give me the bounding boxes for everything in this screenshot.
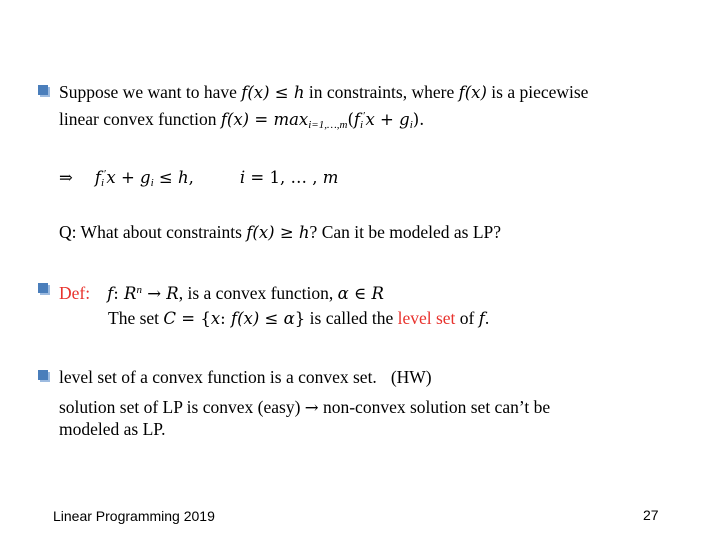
bullet1-line2: linear convex function $f(x) = \max_{i=1,\dots,m}(f_i'x + g_i)$. [59, 109, 425, 131]
footer-title: Linear Programming 2019 [53, 508, 215, 524]
definition-line1: Def: f: $R^n \to R$, is a convex function, α ∈ R [59, 283, 384, 303]
page-number: 27 [643, 507, 659, 523]
bullet-icon [38, 85, 48, 95]
bullet-icon [38, 283, 48, 293]
implication-line: ⇒ $f_i'x + g_i \le h$, i = 1, … , m [59, 168, 339, 189]
bullet3-line1: level set of a convex function is a convex set. (HW) [59, 367, 432, 387]
implies-icon: ⇒ [59, 168, 73, 187]
bullet1-line1: Suppose we want to have f(x) ≤ h in constraints, where f(x) is a piecewise [59, 82, 589, 102]
arrow-icon: → [304, 398, 319, 417]
level-set-term: level set [397, 308, 456, 328]
bullet3-line3: modeled as LP. [59, 419, 166, 439]
bullet3-line2: solution set of LP is convex (easy) → non-convex solution set can’t be [59, 397, 551, 417]
question-line: Q: What about constraints f(x) ≥ h? Can it be modeled as LP? [59, 222, 502, 242]
bullet-icon [38, 370, 48, 380]
def-label: Def: [59, 283, 91, 303]
definition-line2: The set C = {x: f(x) ≤ α} is called the level set of f. [108, 308, 490, 328]
